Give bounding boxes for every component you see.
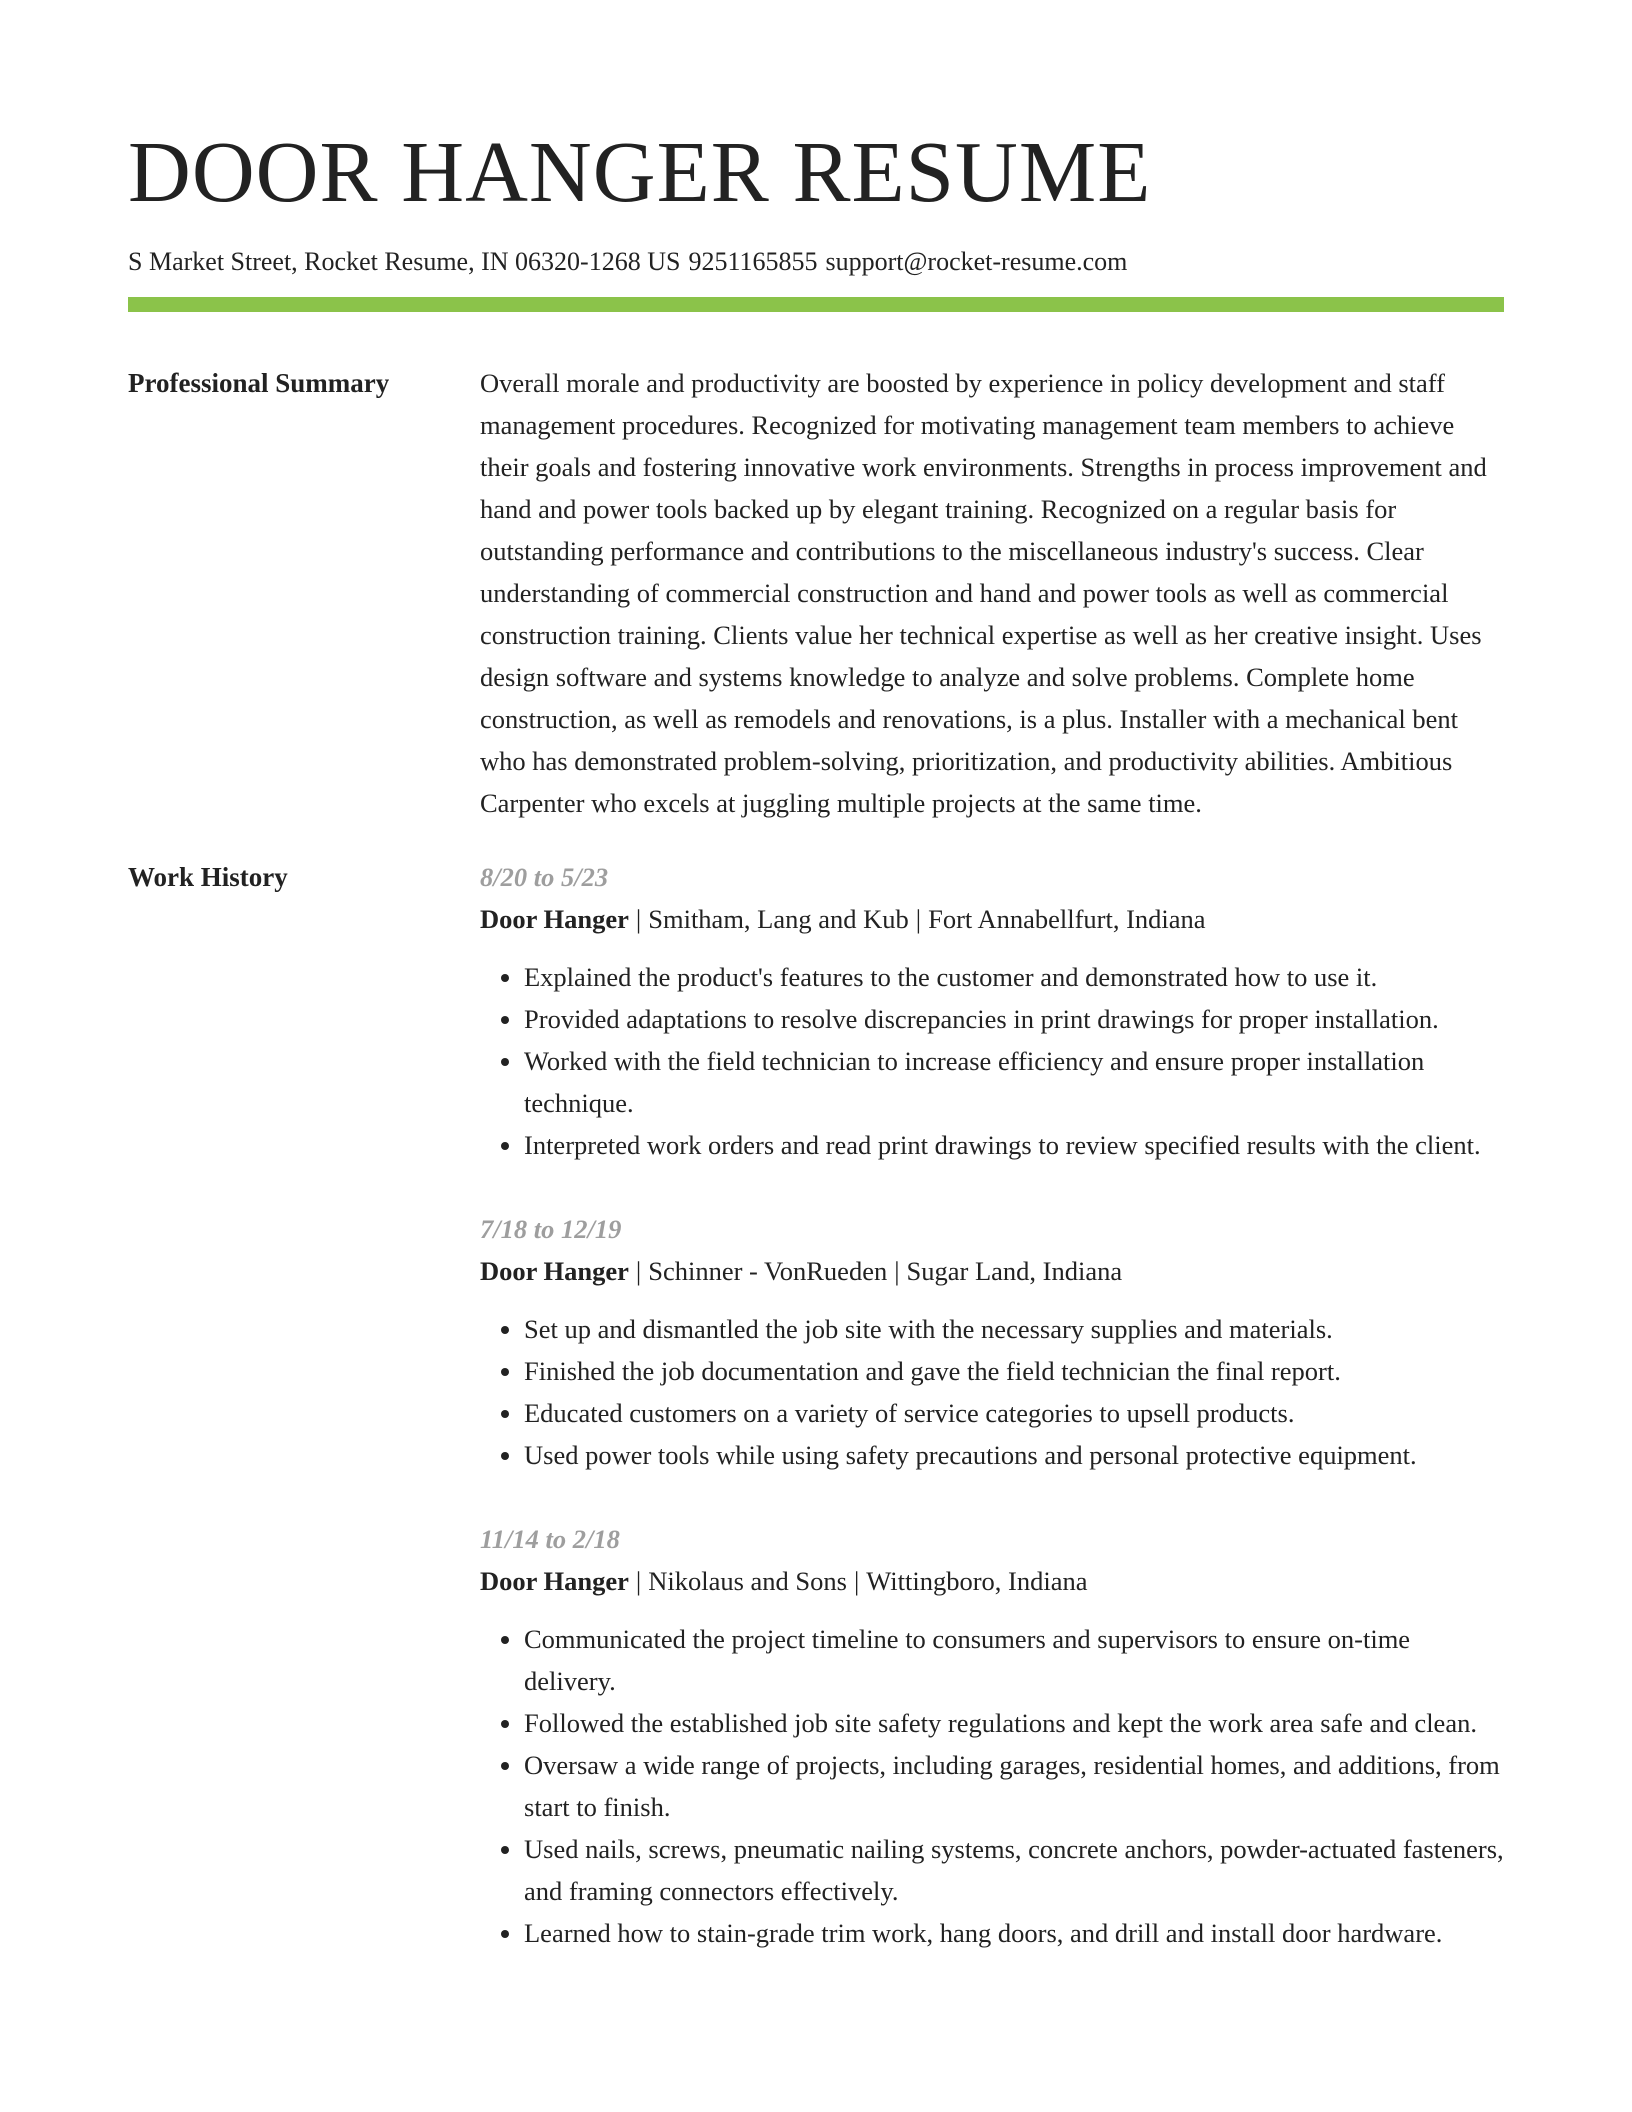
job-separator: |: [635, 1566, 642, 1596]
job-bullet-list: [480, 1308, 1504, 1476]
job-heading: [480, 1250, 1504, 1292]
contact-email: support@rocket-resume.com: [825, 247, 1128, 276]
job-location: Sugar Land, Indiana: [906, 1256, 1123, 1286]
resume-page: [128, 0, 1504, 1996]
job-location: Wittingboro, Indiana: [866, 1566, 1088, 1596]
job-dates: 11/14 to 2/18: [480, 1524, 620, 1554]
work-history-body: [480, 856, 1504, 1996]
job-separator: |: [853, 1566, 860, 1596]
section-label-work-history: Work History: [128, 862, 288, 892]
job-bullet: • Used power tools while using safety precautions and personal protective equipment.: [524, 1434, 1504, 1476]
job-bullet: • Provided adaptations to resolve discrepancies in print drawings for proper installation.: [524, 998, 1504, 1040]
section-label-summary: Professional Summary: [128, 368, 390, 398]
job-company: Smitham, Lang and Kub: [648, 904, 909, 934]
job-dates: 8/20 to 5/23: [480, 862, 609, 892]
job-company: Schinner - VonRueden: [648, 1256, 888, 1286]
job-bullet: • Educated customers on a variety of service categories to upsell products.: [524, 1392, 1504, 1434]
job-bullet: • Communicated the project timeline to consumers and supervisors to ensure on-time delivery.: [524, 1618, 1504, 1702]
job-bullet: • Interpreted work orders and read print drawings to review specified results with the client.: [524, 1124, 1504, 1166]
job-bullet: • Worked with the field technician to increase efficiency and ensure proper installation technique.: [524, 1040, 1504, 1124]
job-bullet: • Learned how to stain-grade trim work, hang doors, and drill and install door hardware.: [524, 1912, 1504, 1954]
summary-body: [480, 362, 1504, 824]
job-bullet: • Followed the established job site safety regulations and kept the work area safe and clean.: [524, 1702, 1504, 1744]
job-separator: |: [635, 904, 642, 934]
contact-phone: 9251165855: [688, 247, 818, 276]
job-bullet-list: [480, 1618, 1504, 1954]
professional-summary-section: [128, 362, 1504, 824]
job-title: Door Hanger: [480, 1256, 629, 1286]
contact-address: S Market Street, Rocket Resume, IN 06320-1268 US: [128, 247, 681, 276]
job-entry: [480, 1208, 1504, 1476]
job-title: Door Hanger: [480, 904, 629, 934]
job-bullet: • Explained the product's features to the customer and demonstrated how to use it.: [524, 956, 1504, 998]
job-separator: |: [635, 1256, 642, 1286]
job-bullet: • Set up and dismantled the job site with the necessary supplies and materials.: [524, 1308, 1504, 1350]
job-dates: 7/18 to 12/19: [480, 1214, 622, 1244]
job-bullet-list: [480, 956, 1504, 1166]
job-separator: |: [894, 1256, 900, 1286]
work-history-section: [128, 856, 1504, 1996]
job-entry: [480, 1518, 1504, 1954]
resume-title: DOOR HANGER RESUME: [128, 123, 1152, 220]
job-separator: |: [915, 904, 922, 934]
job-entry: [480, 856, 1504, 1166]
header-divider: [128, 297, 1504, 312]
job-bullet: • Used nails, screws, pneumatic nailing systems, concrete anchors, powder-actuated fasteners, and framing connectors effectively.: [524, 1828, 1504, 1912]
job-title: Door Hanger: [480, 1566, 629, 1596]
contact-line: [128, 246, 1504, 278]
job-heading: [480, 1560, 1504, 1602]
job-bullet: • Oversaw a wide range of projects, including garages, residential homes, and additions, from start to finish.: [524, 1744, 1504, 1828]
job-company: Nikolaus and Sons: [648, 1566, 847, 1596]
job-heading: [480, 898, 1504, 940]
summary-text: Overall morale and productivity are boosted by experience in policy development and staff management procedures. Recognized for motivating management team members to achieve their goals and fostering innovative work environments. Strengths in process improvement and hand and power tools backed up by elegant training. Recognized on a regular basis for outstanding performance and contributions to the miscellaneous industry's success. Clear understanding of commercial construction and hand and power tools as well as commercial construction training. Clients value her technical expertise as well as her creative insight. Uses design software and systems knowledge to analyze and solve problems. Complete home construction, as well as remodels and renovations, is a plus. Installer with a mechanical bent who has demonstrated problem-solving, prioritization, and productivity abilities. Ambitious Carpenter who excels at juggling multiple projects at the same time.: [480, 368, 1487, 818]
job-bullet: • Finished the job documentation and gave the field technician the final report.: [524, 1350, 1504, 1392]
job-location: Fort Annabellfurt, Indiana: [928, 904, 1206, 934]
